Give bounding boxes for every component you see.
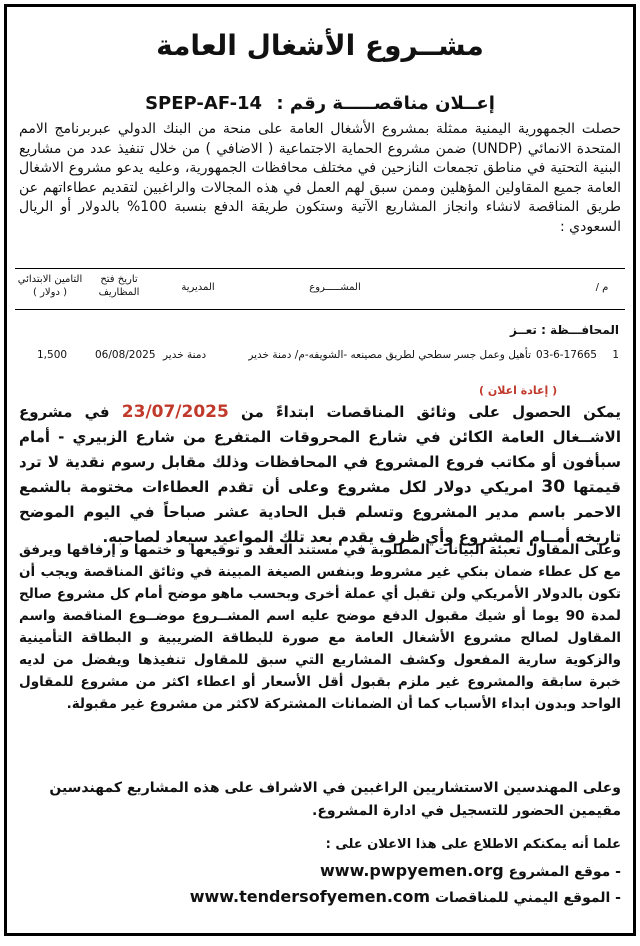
docs-text-2: في مشروع الاشــغال العامة الكائن في شارع المحروقات المتفرع من شارع الزبيري - أمام سبأفون أو مكاتب فروع المشروع في المحافظات وذلك مقابل رسوم نقدية لا ترد قيمتها bbox=[19, 403, 621, 496]
col-opening-header: تاريخ فتح المظاريف bbox=[98, 274, 140, 298]
page-title: مشــروع الأشغال العامة bbox=[156, 29, 484, 62]
tenders-site-label: - الموقع اليمني للمناقصات bbox=[434, 890, 621, 906]
terms-text-2: يوما أو شيك مقبول الدفع موضح عليه اسم المشــروع موضــوع المناقصة واسم المقاول لصالح مشروع الأشغال العامة مع صورة للبطاقة الضريبية و البطاقة التأمينية والزكوية سارية المفعول وكشف المشاريع التي سبق للمقاول تنفيذها ويفضل من لديه خبرة سابقة والمشروع غير ملزم بقبول أقل الأسعار أو اعطاء اكثر من مشروع للمقاول الواحد وبدون ابداء الأسباب كما أن الضمانات المشتركة لاكثر من مشروع غير مقبولة. bbox=[19, 608, 621, 712]
reannouncement-note: ( إعادة اعلان ) bbox=[479, 384, 558, 397]
intro-paragraph: حصلت الجمهورية اليمنية ممثلة بمشروع الأشغال العامة على منحة من البنك الدولي عبربرنامج الامم المتحدة الانمائي (UNDP) ضمن مشروع الحماية الاجتماعية ( الاضافي ) من خلال تنفيذ عدد من مشاريع البنية التحتية في مناطق تجمعات النازحين في مختلف محافظات الجمهورية، وعليه يدعو مشروع الاشغال العامة جميع المقاولين المؤهلين وممن سبق لهم العمل في هذه المجالات والراغبين لتقديم عطاءاتهم عن طريق المناقصة لانشاء وانجاز المشاريع الآتية وستكون طريقة الدفع بنسبة 100% بالدولار أو الريال السعودي : bbox=[19, 121, 621, 235]
row-num: 1 bbox=[612, 349, 619, 361]
terms-paragraph bbox=[19, 539, 621, 715]
project-site-link[interactable]: www.pwpyemen.org bbox=[320, 861, 504, 880]
table-header bbox=[15, 268, 625, 310]
row-project: تأهيل وعمل جسر سطحي لطريق مصينعه -الشويفه-م/ دمنة خدير bbox=[248, 349, 531, 361]
documents-paragraph bbox=[19, 400, 621, 550]
announcement-page bbox=[4, 4, 636, 936]
docs-text-3: امريكي دولار لكل مشروع وعلى أن تقدم العطاءات مختومة بالشمع الاحمر باسم مدير المشروع وتسلم قبل الحادية عشر صباحاً في اليوم الموضح تاريخه أمــام المشروع وأي ظرف يقدم بعد تلك المواعيد سيعاد لصاحبه. bbox=[19, 478, 621, 546]
row-code: 03-6-17665 bbox=[535, 349, 597, 361]
project-site-line bbox=[320, 861, 621, 880]
row-opening-date: 06/08/2025 bbox=[95, 349, 156, 361]
tender-number-line bbox=[7, 93, 633, 114]
tenders-site-line bbox=[190, 887, 621, 906]
docs-start-date: 23/07/2025 bbox=[121, 402, 229, 422]
governorate-label: المحافـــظة : تعــز bbox=[509, 323, 619, 337]
tender-label: إعــلان مناقصـــــة رقم : bbox=[276, 93, 495, 114]
terms-text-1: وعلى المقاول تعبئة البيانات المطلوبة في مستند العقد و توقيعها و ختمها و إرفاقها ويرفق مع كل عطاء ضمان بنكي غير مشروط وبنفس الصيغة المبينة في وثائق المناقصة ويجب أن تكون بالدولار الأمريكي ولن تقبل أي عملة أخرى وبحسب ماهو موضح أمام كل مشروع صالح لمدة bbox=[19, 542, 621, 624]
tender-code: SPEP-AF-14 bbox=[145, 93, 263, 114]
col-project-header: المشـــــروع bbox=[309, 282, 361, 293]
col-num-header: م / bbox=[595, 282, 609, 293]
docs-fee: 30 bbox=[541, 477, 566, 497]
consultants-paragraph: وعلى المهندسين الاستشاريين الراغبين في الاشراف على هذه المشاريع كمهندسين مقيمين الحضور للتسجيل في ادارة المشروع. bbox=[49, 780, 621, 819]
links-title: علما أنه يمكنكم الاطلاع على هذا الاعلان على : bbox=[325, 837, 621, 852]
row-bond: 1,500 bbox=[37, 349, 68, 361]
tenders-site-link[interactable]: www.tendersofyemen.com bbox=[189, 887, 431, 906]
project-site-label: - موقع المشروع bbox=[508, 864, 621, 880]
docs-text-1: يمكن الحصول على وثائق المناقصات ابتداءً من bbox=[241, 403, 621, 421]
row-district: دمنة خدير bbox=[163, 349, 207, 361]
col-bond-header: التامين الابتدائي ( دولار ) bbox=[17, 274, 83, 298]
col-district-header: المديرية bbox=[181, 282, 215, 293]
terms-days: 90 bbox=[565, 608, 585, 624]
